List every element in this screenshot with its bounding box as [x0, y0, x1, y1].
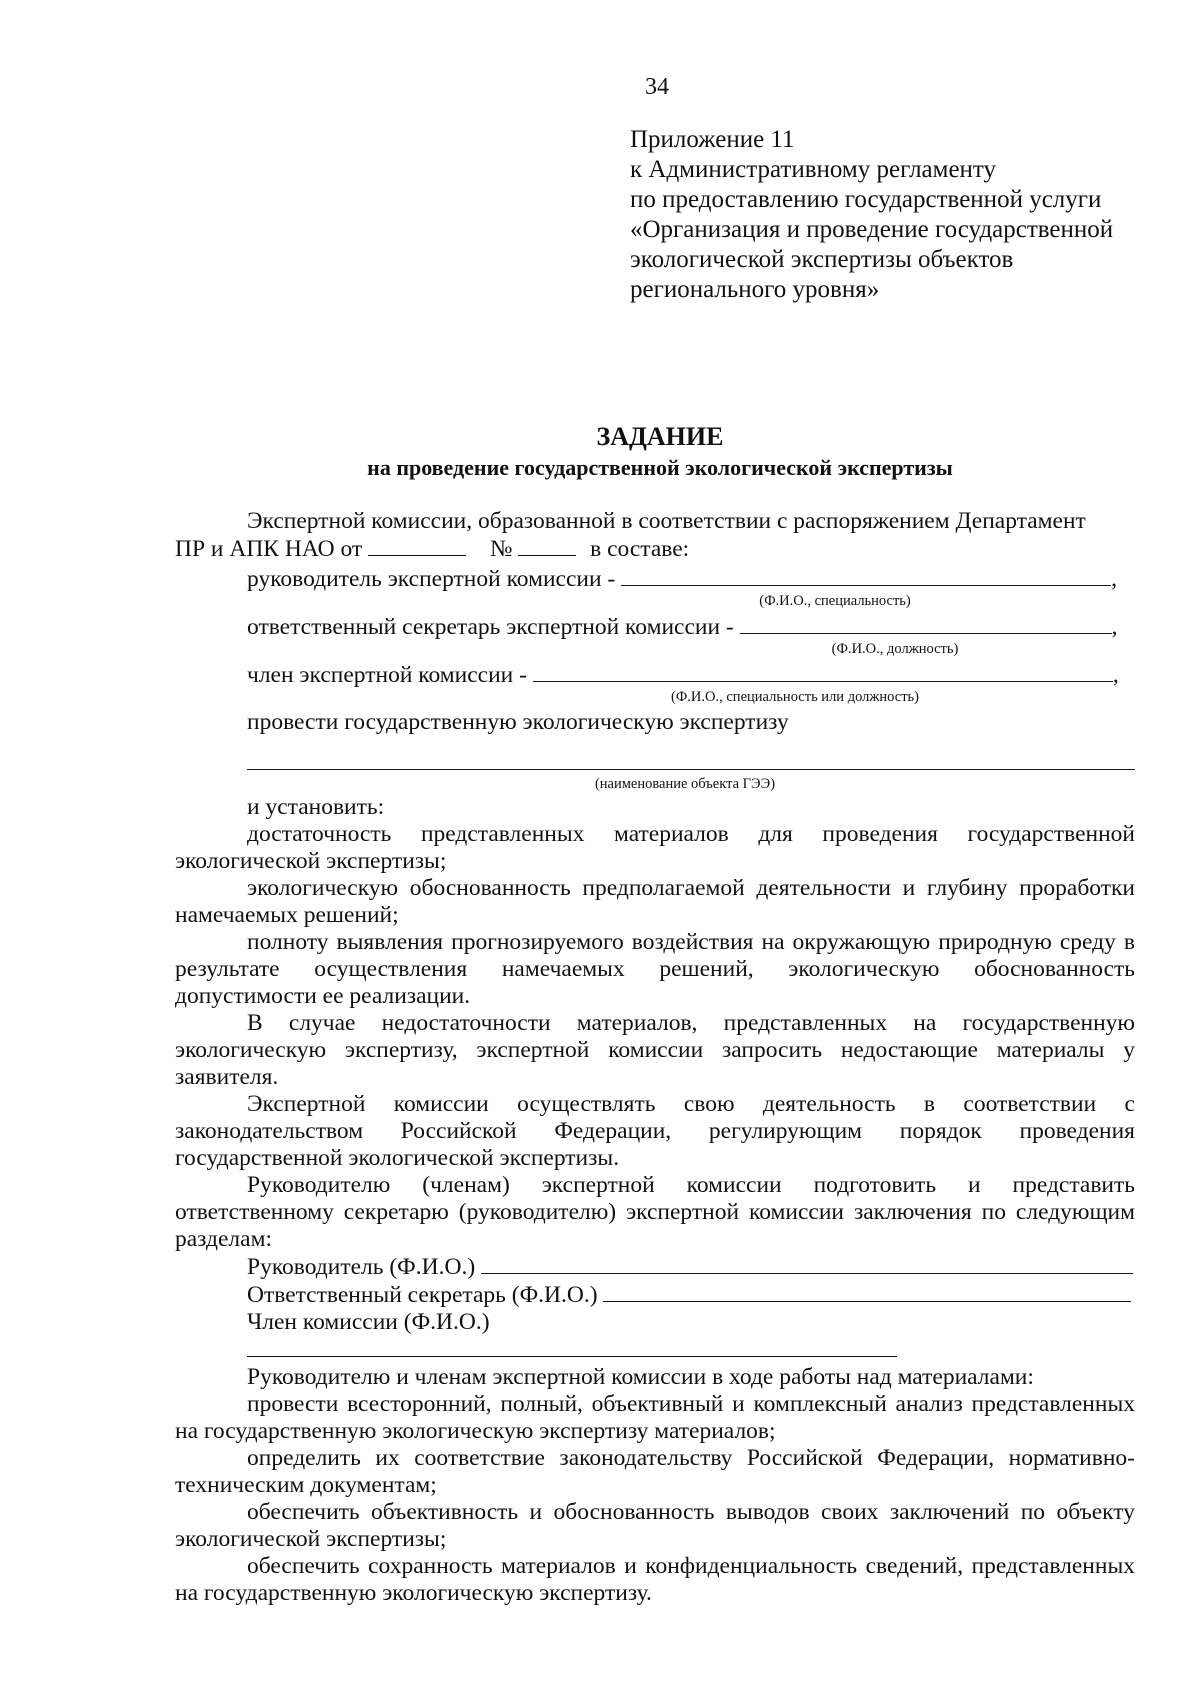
head-label: руководитель экспертной комиссии - — [247, 566, 616, 592]
section-head-blank — [481, 1253, 1133, 1274]
comma: , — [1111, 566, 1118, 592]
paragraph: полноту выявления прогнозируемого воздействия на окружающую природную среду в результате осуществления намечаемых решений, экологическую обоснованность допустимости ее реализации. — [175, 929, 1135, 1009]
intro-line-1: Экспертной комиссии, образованной в соответствии с распоряжением Департамент — [247, 508, 1086, 534]
section-secretary-row — [175, 1281, 1135, 1309]
section-member-label: Член комиссии (Ф.И.О.) — [247, 1309, 490, 1335]
comma: , — [1111, 614, 1118, 640]
secretary-label: ответственный секретарь экспертной комиссии - — [247, 614, 734, 640]
member-label: член экспертной комиссии - — [247, 662, 527, 688]
section-secretary-label: Ответственный секретарь (Ф.И.О.) — [247, 1282, 598, 1308]
head-blank — [621, 565, 1111, 586]
number-sign: № — [489, 536, 513, 562]
section-head-row — [175, 1253, 1135, 1281]
object-caption: (наименование объекта ГЭЭ) — [594, 776, 776, 792]
comma: , — [1112, 662, 1119, 688]
document-title: ЗАДАНИЕ — [596, 422, 724, 451]
appendix-line: регионального уровня» — [630, 276, 880, 303]
intro-dept-text: ПР и АПК НАО от — [175, 536, 363, 562]
appendix-line: по предоставлению государственной услуги — [630, 186, 1102, 213]
document-body — [175, 508, 1135, 1607]
appendix-line: к Административному регламенту — [630, 156, 997, 183]
member-row — [175, 661, 1135, 689]
member-caption: (Ф.И.О., специальность или должность) — [671, 689, 919, 705]
document-subtitle: на проведение государственной экологической экспертизы — [367, 455, 953, 480]
duty-item: провести всесторонний, полный, объективный и комплексный анализ представленных на государственную экологическую экспертизу материалов; — [175, 1391, 1135, 1444]
conduct-text: провести государственную экологическую экспертизу — [247, 709, 789, 735]
establish-text: и установить: — [247, 794, 385, 820]
secretary-blank — [740, 613, 1112, 634]
appendix-line: Приложение 11 — [630, 126, 795, 153]
section-head-label: Руководитель (Ф.И.О.) — [247, 1254, 476, 1280]
section-member-blank — [247, 1336, 897, 1357]
duty-item: определить их соответствие законодательству Российской Федерации, нормативно-техническим документам; — [175, 1445, 1135, 1498]
section-member-row — [175, 1309, 1135, 1364]
member-head-row — [175, 565, 1135, 593]
paragraph: Руководителю (членам) экспертной комиссии подготовить и представить ответственному секретарю (руководителю) экспертной комиссии заключения по следующим разделам: — [175, 1172, 1135, 1252]
order-number-blank — [518, 535, 576, 556]
paragraph: Экспертной комиссии осуществлять свою деятельность в соответствии с законодательством Российской Федерации, регулирующим порядок проведения государственной экологической экспертизы. — [175, 1091, 1135, 1171]
intro-line-2 — [175, 535, 1135, 563]
duty-item: обеспечить объективность и обоснованность выводов своих заключений по объекту экологической экспертизы; — [175, 1499, 1135, 1552]
appendix-line: экологической экспертизы объектов — [630, 246, 1014, 273]
section-secretary-blank — [603, 1281, 1131, 1302]
order-date-blank — [368, 535, 466, 556]
member-blank — [533, 661, 1113, 682]
composition-text: в составе: — [590, 536, 690, 562]
appendix-line: «Организация и проведение государственной — [630, 216, 1114, 243]
paragraph: достаточность представленных материалов для проведения государственной экологической экспертизы; — [175, 821, 1135, 874]
paragraph: экологическую обоснованность предполагаемой деятельности и глубину проработки намечаемых решений; — [175, 875, 1135, 928]
member-secretary-row — [175, 613, 1135, 641]
duty-item: обеспечить сохранность материалов и конфиденциальность сведений, представленных на государственную экологическую экспертизу. — [175, 1553, 1135, 1606]
secretary-caption: (Ф.И.О., должность) — [831, 641, 959, 657]
paragraph: В случае недостаточности материалов, представленных на государственную экологическую экспертизу, экспертной комиссии запросить недостающие материалы у заявителя. — [175, 1010, 1135, 1090]
page-number: 34 — [645, 74, 669, 100]
object-name-blank — [247, 742, 1135, 770]
duties-intro: Руководителю и членам экспертной комиссии в ходе работы над материалами: — [247, 1364, 1034, 1390]
appendix-header — [630, 125, 1113, 305]
head-caption: (Ф.И.О., специальность) — [759, 593, 911, 609]
